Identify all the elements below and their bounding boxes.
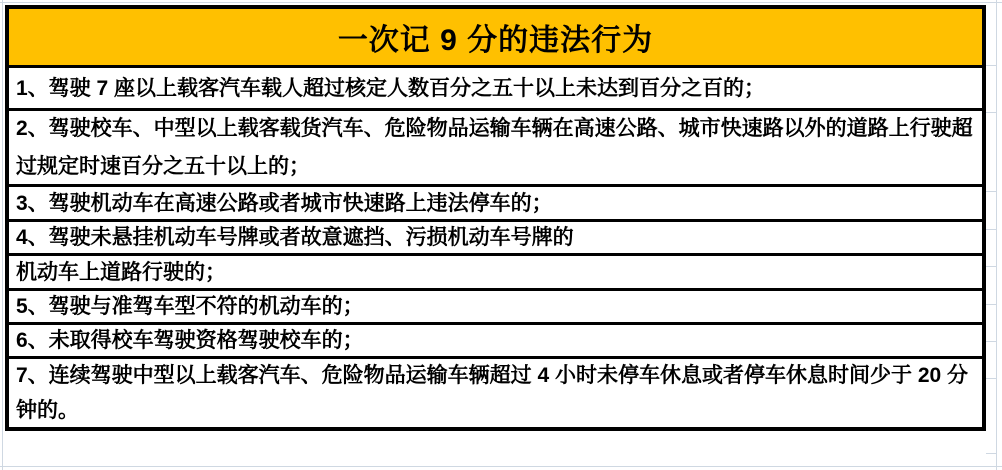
gridline-right xyxy=(996,0,997,470)
gridline-tick xyxy=(986,65,997,66)
table-row-7: 7、连续驾驶中型以上载客汽车、危险物品运输车辆超过 4 小时未停车休息或者停车休息时间少于 20 分钟的。 xyxy=(9,356,982,427)
gridline-tick xyxy=(986,378,997,379)
gridline-tick xyxy=(986,304,997,305)
table-row-4: 4、驾驶未悬挂机动车号牌或者故意遮挡、污损机动车号牌的 xyxy=(9,219,982,253)
table-header xyxy=(9,9,982,65)
gridline-tick xyxy=(986,453,997,454)
gridline-tick xyxy=(986,112,997,113)
table-row-1: 1、驾驶 7 座以上载客汽车载人超过核定人数百分之五十以上未达到百分之百的； xyxy=(9,65,982,108)
gridline-tick xyxy=(986,341,997,342)
page-title: 一次记 9 分的违法行为 xyxy=(337,24,654,57)
table-row-6: 6、未取得校车驾驶资格驾驶校车的； xyxy=(9,322,982,356)
gridline-top xyxy=(0,2,1002,3)
gridline-left xyxy=(2,0,3,470)
gridline-tick xyxy=(986,229,997,230)
gridline-tick xyxy=(986,191,997,192)
table-row-5: 5、驾驶与准驾车型不符的机动车的； xyxy=(9,288,982,322)
table-row-4b: 机动车上道路行驶的； xyxy=(9,253,982,288)
violations-table xyxy=(5,5,986,431)
gridline-tick xyxy=(986,266,997,267)
table-row-3: 3、驾驶机动车在高速公路或者城市快速路上违法停车的； xyxy=(9,184,982,219)
table-row-2: 2、驾驶校车、中型以上载客载货汽车、危险物品运输车辆在高速公路、城市快速路以外的道路上行驶超过规定时速百分之五十以上的； xyxy=(9,108,982,184)
gridline-bottom xyxy=(0,466,1002,467)
